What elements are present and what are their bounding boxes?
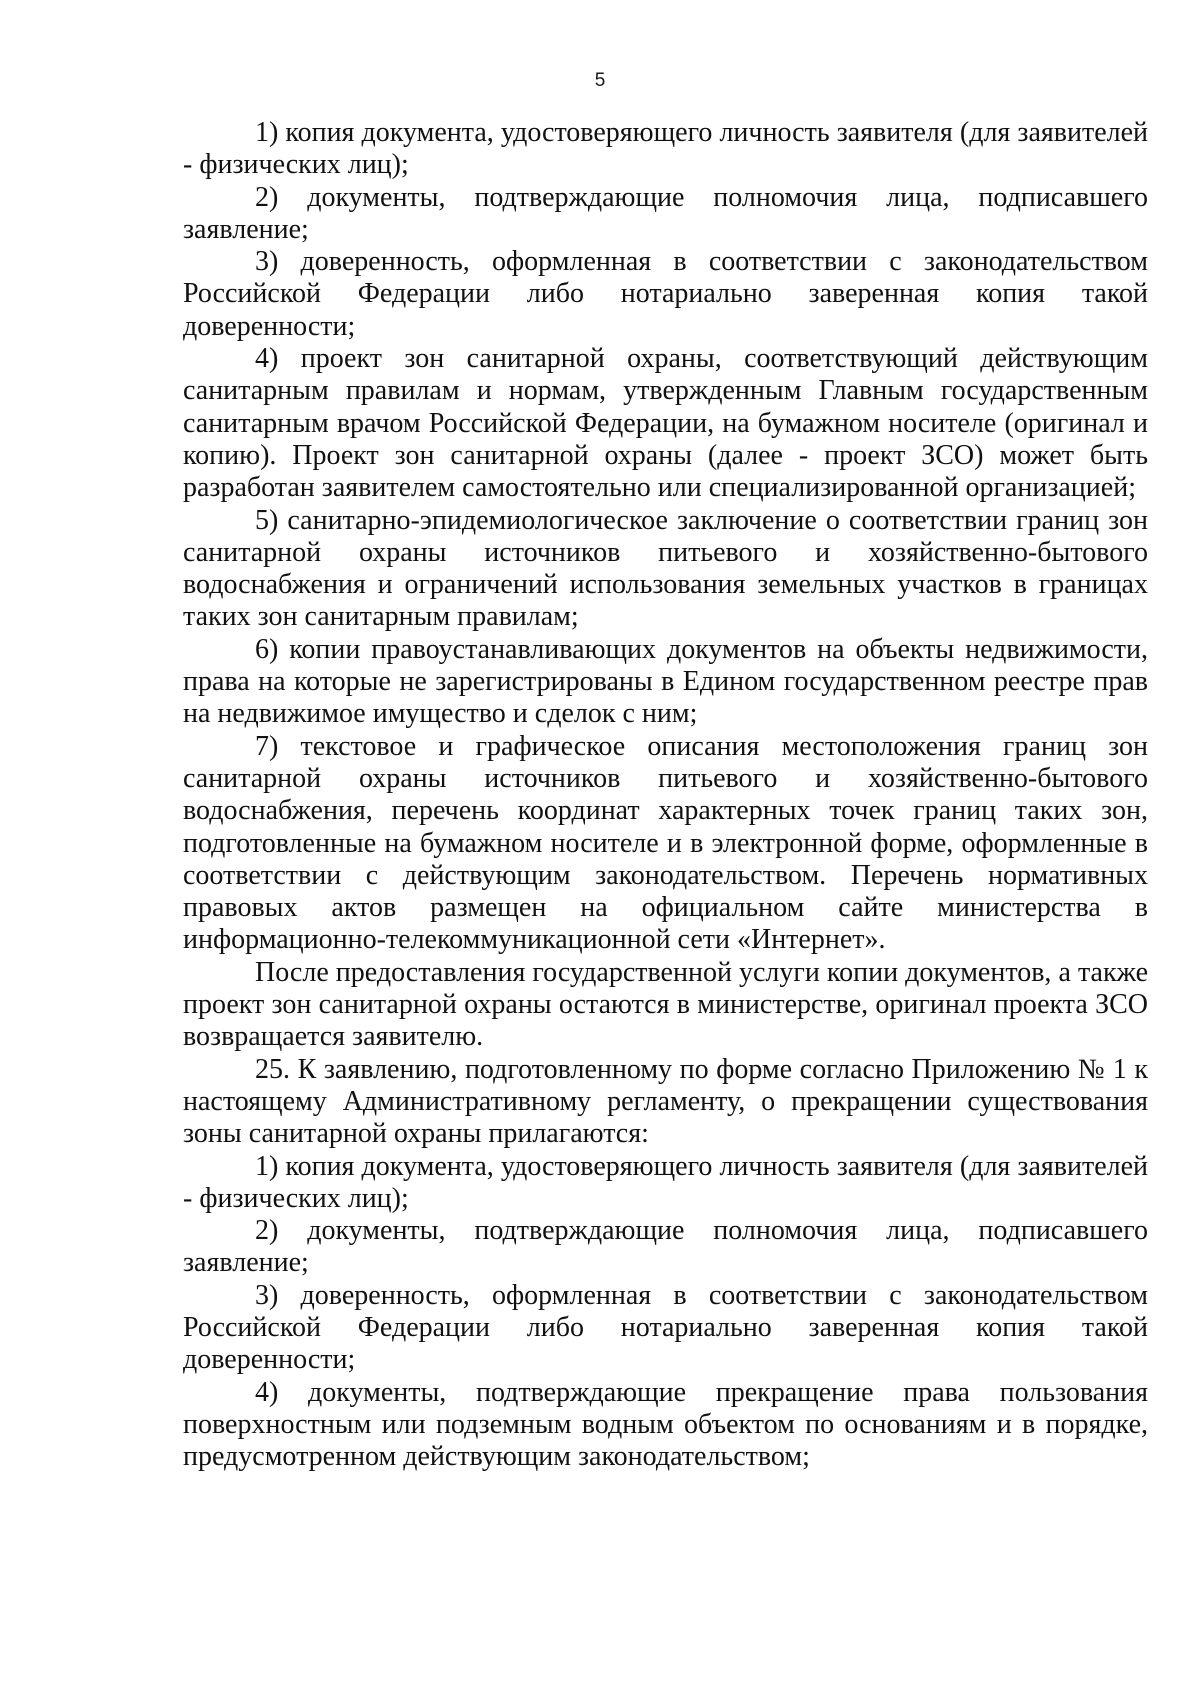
paragraph-clause-25-item-4: 4) документы, подтверждающие прекращение права пользования поверхностным или подземным водным объектом по основаниям и в порядке, предусмотренном действующим законодательством; bbox=[183, 1376, 1148, 1473]
paragraph-list-item-7: 7) текстовое и графическое описания местоположения границ зон санитарной охраны источников питьевого и хозяйственно-бытового водоснабжения, перечень координат характерных точек границ таких зон, подготовленные на бумажном носителе и в электронной форме, оформленные в соответствии с действующим законодательством. Перечень нормативных правовых актов размещен на официальном сайте министерства в информационно-телекоммуникационной сети «Интернет». bbox=[183, 730, 1148, 956]
document-body bbox=[183, 117, 1148, 1473]
paragraph-list-item-5: 5) санитарно-эпидемиологическое заключение о соответствии границ зон санитарной охраны источников питьевого и хозяйственно-бытового водоснабжения и ограничений использования земельных участков в границах таких зон санитарным правилам; bbox=[183, 504, 1148, 633]
paragraph-clause-25-item-2: 2) документы, подтверждающие полномочия лица, подписавшего заявление; bbox=[183, 1215, 1148, 1279]
paragraph-clause-25-item-1: 1) копия документа, удостоверяющего личность заявителя (для заявителей - физических лиц); bbox=[183, 1150, 1148, 1214]
paragraph-list-item-1: 1) копия документа, удостоверяющего личность заявителя (для заявителей - физических лиц); bbox=[183, 117, 1148, 181]
paragraph-list-item-3: 3) доверенность, оформленная в соответствии с законодательством Российской Федерации либо нотариально заверенная копия такой доверенности; bbox=[183, 246, 1148, 342]
page-number: 5 bbox=[594, 70, 606, 91]
paragraph-list-item-4: 4) проект зон санитарной охраны, соответствующий действующим санитарным правилам и нормам, утвержденным Главным государственным санитарным врачом Российской Федерации, на бумажном носителе (оригинал и копию). Проект зон санитарной охраны (далее - проект ЗСО) может быть разработан заявителем самостоятельно или специализированной организацией; bbox=[183, 343, 1148, 504]
paragraph-clause-25: 25. К заявлению, подготовленному по форме согласно Приложению № 1 к настоящему Административному регламенту, о прекращении существования зоны санитарной охраны прилагаются: bbox=[183, 1053, 1148, 1150]
paragraph-after-provision: После предоставления государственной услуги копии документов, а также проект зон санитарной охраны остаются в министерстве, оригинал проекта ЗСО возвращается заявителю. bbox=[183, 956, 1148, 1053]
paragraph-list-item-6: 6) копии правоустанавливающих документов на объекты недвижимости, права на которые не зарегистрированы в Едином государственном реестре прав на недвижимое имущество и сделок с ним; bbox=[183, 633, 1148, 730]
paragraph-clause-25-item-3: 3) доверенность, оформленная в соответствии с законодательством Российской Федерации либо нотариально заверенная копия такой доверенности; bbox=[183, 1279, 1148, 1376]
paragraph-list-item-2: 2) документы, подтверждающие полномочия лица, подписавшего заявление; bbox=[183, 181, 1148, 245]
